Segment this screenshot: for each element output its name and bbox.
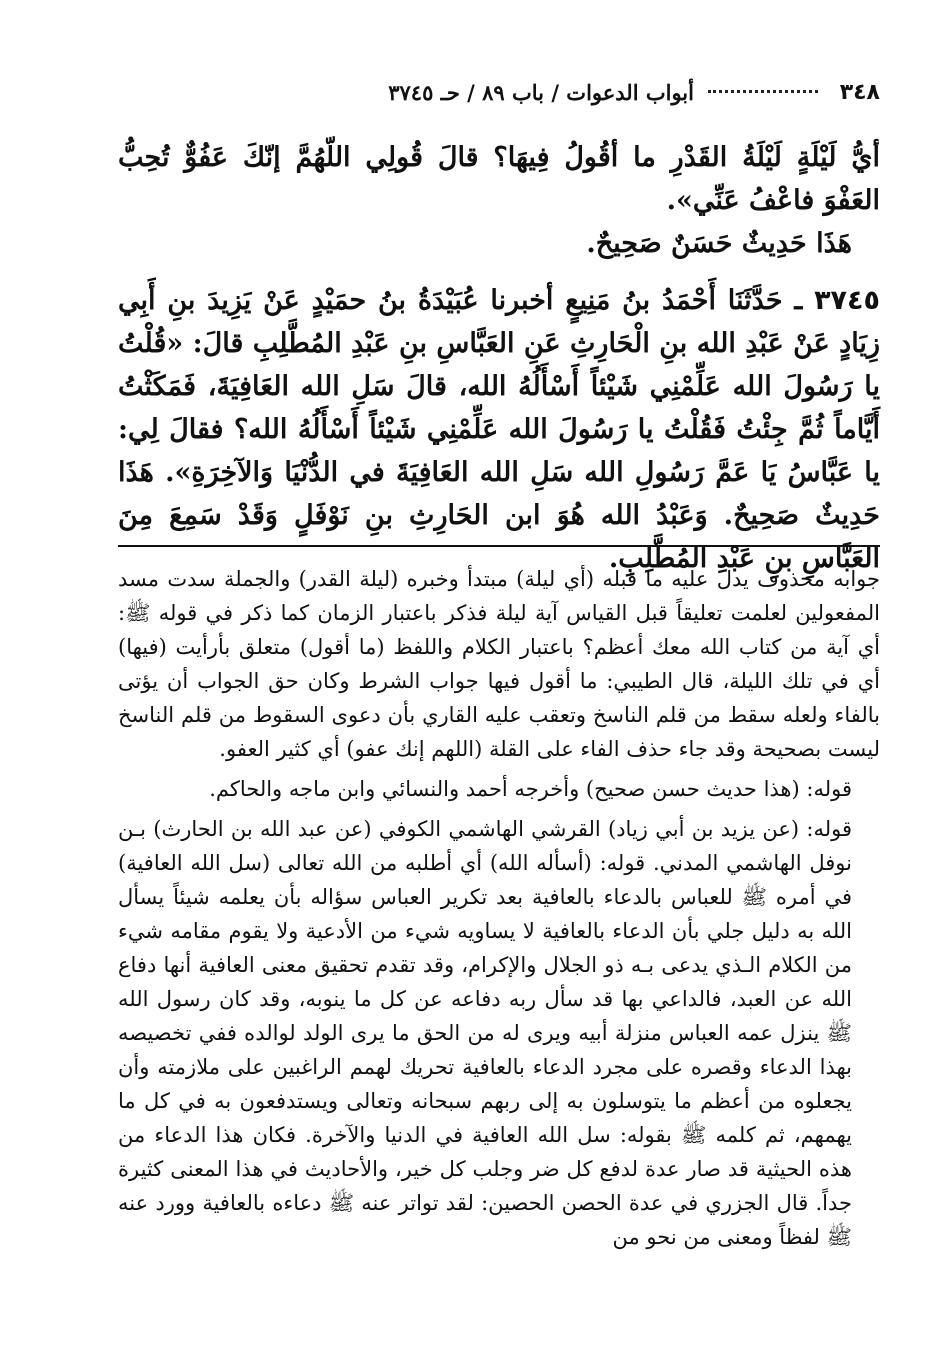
hadith-text: ـ حَدَّثَنَا أَحْمَدُ بنُ مَنِيعٍ أخبرنا عُبَيْدَةُ بنُ حمَيْدٍ عَنْ يَزِيدَ بنِ أَبِي زِيَادٍ عَنْ عَبْدِ الله بنِ الْحَارِثِ عَنِ العَبَّاسِ بنِ عَبْدِ المُطَّلِبِ قالَ: «قُلْتُ يا رَسُولَ الله عَلِّمْنِي شَيْئاً أَسْأَلُهُ الله، قالَ سَلِ الله العَافِيَةَ، فَمَكَثْتُ أَيَّاماً ثُمَّ جِئْتُ فَقُلْتُ يا رَسُولَ الله عَلِّمْنِي شَيْئاً أَسْأَلُهُ الله؟ فقالَ لِي: يا عَبَّاسُ يَا عَمَّ رَسُولِ الله سَلِ الله العَافِيَةَ في الدُّنْيَا وَالآخِرَةِ». هَذَا حَدِيثٌ صَحِيحٌ. وَعَبْدُ الله هُوَ ابن الحَارِثِ بنِ نَوْفَلٍ وَقَدْ سَمِعَ مِنَ العَبَّاسِ بنِ عَبْدِ المُطَّلِبِ. [118, 285, 880, 574]
commentary [118, 562, 880, 1254]
main-grading: هَذَا حَدِيثٌ حَسَنٌ صَحِيحٌ. [586, 228, 852, 259]
hadith-number: ٣٧٤٥ [814, 285, 880, 316]
page-number: ٣٤٨ [839, 80, 880, 105]
main-paragraph: أيُّ لَيْلَةٍ لَيْلَةُ القَدْرِ ما أقُولُ فِيهَا؟ قالَ قُولِي اللّهُمَّ إنّكَ عَفُوٌّ تُحِبُّ العَفْوَ فاعْفُ عَنِّي». [118, 142, 880, 216]
hadith-paragraph [118, 279, 880, 580]
footnote-divider [118, 545, 880, 547]
header-dot-leader [708, 90, 818, 93]
commentary-paragraph-3: قوله: (عن يزيد بن أبي زياد) القرشي الهاشمي الكوفي (عن عبد الله بن الحارث) بـن نوفل الهاشمي المدني. قوله: (أسأله الله) أي أطلبه من الله تعالى (سل الله العافية) في أمره ﷺ للعباس بالدعاء بالعافية بعد تكرير العباس سؤاله بأن يعلمه شيئاً يسأل الله به دليل جلي بأن الدعاء بالعافية لا يساويه شيء من الأدعية ولا يقوم مقامه شيء من الكلام الـذي يدعى بـه ذو الجلال والإكرام، وقد تقدم تحقيق معنى العافية أنها دفاع الله عن العبد، فالداعي بها قد سأل ربه دفاعه عن كل ما ينوبه، وقد كان رسول الله ﷺ ينزل عمه العباس منزلة أبيه ويرى له من الحق ما يرى الولد لوالده ففي تخصيصه بهذا الدعاء وقصره على مجرد الدعاء بالعافية تحريك لهمم الراغبين على ملازمته وأن يجعلوه من أعظم ما يتوسلون به إلى ربهم سبحانه وتعالى ويستدفعون به في كل ما يهمهم، ثم كلمه ﷺ بقوله: سل الله العافية في الدنيا والآخرة. فكان هذا الدعاء من هذه الحيثية قد صار عدة لدفع كل ضر وجلب كل خير، والأحاديث في هذا المعنى كثيرة جداً. قال الجزري في عدة الحصن الحصين: لقد تواتر عنه ﷺ دعاءه بالعافية وورد عنه ﷺ لفظاً ومعنى من نحو من [118, 817, 853, 1249]
main-text [118, 136, 880, 580]
page-header [120, 80, 880, 114]
commentary-paragraph-2: قوله: (هذا حديث حسن صحيح) وأخرجه أحمد والنسائي وابن ماجه والحاكم. [209, 777, 852, 801]
commentary-paragraph-1: جوابه محذوف يدل عليه ما قبله (أي ليلة) مبتدأ وخبره (ليلة القدر) والجملة سدت مسد المفعولين لعلمت تعليقاً قبل القياس آية ليلة فذكر باعتبار الزمان كما ذكر في قوله ﷺ: أي آية من كتاب الله معك أعظم؟ باعتبار الكلام واللفظ (ما أقول) متعلق بأرأيت (فيها) أي في تلك الليلة، قال الطيبي: ما أقول فيها جواب الشرط وكان حق الجواب أن يؤتى بالفاء ولعله سقط من قلم الناسخ وتعقب عليه القاري بأن دعوى السقوط من قلم الناسخ ليست بصحيحة وقد جاء حذف الفاء على القلة (اللهم إنك عفو) أي كثير العفو. [118, 567, 880, 761]
running-title: أبواب الدعوات / باب ٨٩ / حـ ٣٧٤٥ [388, 80, 694, 105]
